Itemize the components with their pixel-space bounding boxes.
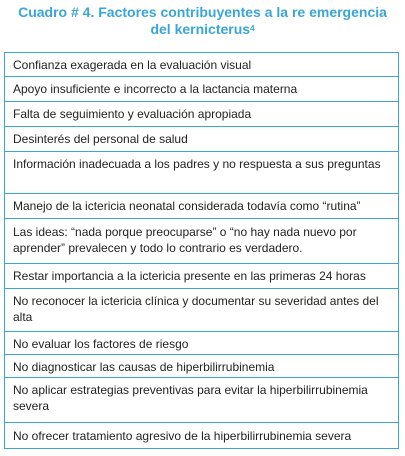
table-row [5,332,398,355]
row-text: No aplicar estrategias preventivas para evitar la hiperbilirrubinemia severa [13,383,368,413]
table-row [5,53,398,77]
row-text: Las ideas: “nada porque preocuparse” o “no hay nada nuevo por aprender” prevalecen y todo lo contrario es verdadero. [13,225,357,255]
row-text: Restar importancia a la ictericia presente en las primeras 24 horas [13,269,366,283]
row-text: Apoyo insuficiente e incorrecto a la lactancia materna [13,82,298,96]
row-text: Manejo de la ictericia neonatal considerada todavía como “rutina” [13,199,361,213]
table-row [5,127,398,152]
row-text: No evaluar los factores de riesgo [13,337,189,351]
row-text: Información inadecuada a los padres y no respuesta a sus preguntas [13,157,381,171]
title-line-1: Cuadro # 4. Factores contribuyentes a la re emergencia [18,4,387,20]
table-row [5,378,398,423]
table-title [0,4,405,38]
row-text: Falta de seguimiento y evaluación apropiada [13,107,252,121]
row-text: No reconocer la ictericia clínica y documentar su severidad antes del alta [13,294,379,324]
table-row [5,219,398,264]
factors-table [4,52,399,449]
row-text: No diagnosticar las causas de hiperbilirrubinemia [13,360,275,374]
table-row [5,194,398,219]
table-row [5,423,398,450]
title-line-2-text: del kernicterus [150,21,251,37]
title-superscript: 4 [250,24,255,33]
table-row [5,264,398,289]
table-row [5,355,398,378]
row-text: Confianza exagerada en la evaluación visual [13,58,252,72]
table-row [5,77,398,102]
table-row [5,102,398,127]
table-row [5,289,398,332]
row-text: No ofrecer tratamiento agresivo de la hiperbilirrubinemia severa [13,429,352,443]
row-text: Desinterés del personal de salud [13,132,188,146]
title-line-2 [0,21,405,38]
table-row [5,152,398,194]
